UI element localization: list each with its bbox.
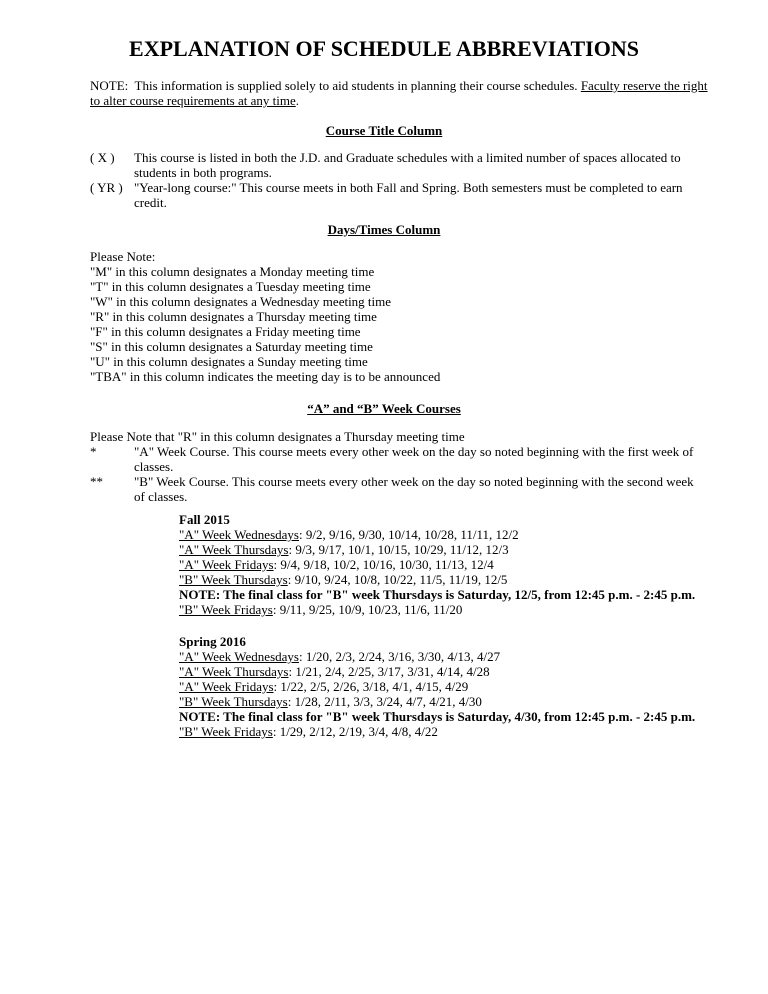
a-week-description	[134, 444, 693, 474]
code-yr-line2: credit.	[134, 195, 167, 210]
spring-row-label: "B" Week Fridays	[179, 724, 273, 739]
spring-row	[179, 649, 695, 664]
days-list	[90, 249, 440, 384]
days-intro: Please Note:	[90, 249, 156, 264]
days-line-u: "U" in this column designates a Sunday meeting time	[90, 354, 368, 369]
spring-row-label: "B" Week Thursdays	[179, 694, 288, 709]
a-week-mark: *	[90, 444, 97, 459]
spring-row-label: "A" Week Fridays	[179, 679, 274, 694]
code-yr: ( YR )	[90, 180, 123, 195]
note-suffix: .	[295, 93, 300, 108]
spring-row	[179, 724, 695, 739]
note-prefix: NOTE: This information is supplied solely to aid students in planning their course schedules.	[90, 78, 581, 93]
fall-row	[179, 572, 695, 587]
fall-note: NOTE: The final class for "B" week Thursdays is Saturday, 12/5, from 12:45 p.m. - 2:45 p.m.	[179, 587, 696, 602]
fall-row	[179, 542, 695, 557]
code-x: ( X )	[90, 150, 115, 165]
code-x-line2: students in both programs.	[134, 165, 272, 180]
fall-row	[179, 527, 695, 542]
spring-row-dates: : 1/22, 2/5, 2/26, 3/18, 4/1, 4/15, 4/29	[273, 679, 469, 694]
days-line-s: "S" in this column designates a Saturday meeting time	[90, 339, 373, 354]
code-yr-line1: "Year-long course:" This course meets in both Fall and Spring. Both semesters must be completed to earn	[134, 180, 683, 195]
spring-2016-block	[179, 634, 695, 739]
fall-row-label: "A" Week Thursdays	[179, 542, 289, 557]
course-title-heading: Course Title Column	[325, 123, 443, 138]
spring-row-dates: : 1/28, 2/11, 3/3, 3/24, 4/7, 4/21, 4/30	[287, 694, 482, 709]
note-underlined-1: Faculty reserve the right	[580, 78, 708, 93]
b-week-description	[134, 474, 694, 504]
spring-heading: Spring 2016	[179, 634, 246, 649]
spring-row	[179, 664, 695, 679]
spring-row	[179, 694, 695, 709]
code-yr-description	[134, 180, 683, 210]
days-line-w: "W" in this column designates a Wednesday meeting time	[90, 294, 392, 309]
fall-row	[179, 557, 695, 572]
code-x-description	[134, 150, 681, 180]
fall-row-dates: : 9/10, 9/24, 10/8, 10/22, 11/5, 11/19, 12/5	[287, 572, 508, 587]
b-week-line2: of classes.	[134, 489, 188, 504]
page-title: EXPLANATION OF SCHEDULE ABBREVIATIONS	[129, 36, 639, 61]
spring-row-dates: : 1/20, 2/3, 2/24, 3/16, 3/30, 4/13, 4/27	[298, 649, 501, 664]
fall-heading: Fall 2015	[179, 512, 230, 527]
fall-row	[179, 602, 695, 617]
spring-row-dates: : 1/29, 2/12, 2/19, 3/4, 4/8, 4/22	[272, 724, 438, 739]
spring-row-label: "A" Week Wednesdays	[179, 649, 299, 664]
fall-row-label: "A" Week Wednesdays	[179, 527, 299, 542]
fall-row-label: "B" Week Fridays	[179, 602, 273, 617]
fall-row-dates: : 9/3, 9/17, 10/1, 10/15, 10/29, 11/12, 12/3	[288, 542, 509, 557]
days-line-m: "M" in this column designates a Monday meeting time	[90, 264, 375, 279]
ab-week-heading: “A” and “B” Week Courses	[307, 401, 461, 416]
days-line-f: "F" in this column designates a Friday meeting time	[90, 324, 361, 339]
note-underlined-2: to alter course requirements at any time	[90, 93, 296, 108]
fall-row-label: "B" Week Thursdays	[179, 572, 288, 587]
spring-row-label: "A" Week Thursdays	[179, 664, 289, 679]
fall-row-dates: : 9/4, 9/18, 10/2, 10/16, 10/30, 11/13, 12/4	[273, 557, 494, 572]
fall-row-dates: : 9/2, 9/16, 9/30, 10/14, 10/28, 11/11, 12/2	[298, 527, 519, 542]
days-line-t: "T" in this column designates a Tuesday meeting time	[90, 279, 371, 294]
spring-note: NOTE: The final class for "B" week Thursdays is Saturday, 4/30, from 12:45 p.m. - 2:45 p.m.	[179, 709, 696, 724]
days-times-heading: Days/Times Column	[327, 222, 441, 237]
spring-row	[179, 679, 695, 694]
a-week-line2: classes.	[134, 459, 174, 474]
days-line-r: "R" in this column designates a Thursday meeting time	[90, 309, 377, 324]
days-line-tba: "TBA" in this column indicates the meeting day is to be announced	[90, 369, 441, 384]
note-paragraph	[90, 78, 708, 108]
fall-row-label: "A" Week Fridays	[179, 557, 274, 572]
fall-row-dates: : 9/11, 9/25, 10/9, 10/23, 11/6, 11/20	[272, 602, 463, 617]
b-week-mark: **	[90, 474, 103, 489]
spring-row-dates: : 1/21, 2/4, 2/25, 3/17, 3/31, 4/14, 4/28	[288, 664, 490, 679]
b-week-line1: "B" Week Course. This course meets every other week on the day so noted beginning with the second week	[134, 474, 694, 489]
a-week-line1: "A" Week Course. This course meets every other week on the day so noted beginning with the first week of	[134, 444, 694, 459]
fall-2015-block	[179, 512, 695, 617]
ab-intro: Please Note that "R" in this column designates a Thursday meeting time	[90, 429, 465, 444]
code-x-line1: This course is listed in both the J.D. and Graduate schedules with a limited number of spaces allocated to	[134, 150, 681, 165]
